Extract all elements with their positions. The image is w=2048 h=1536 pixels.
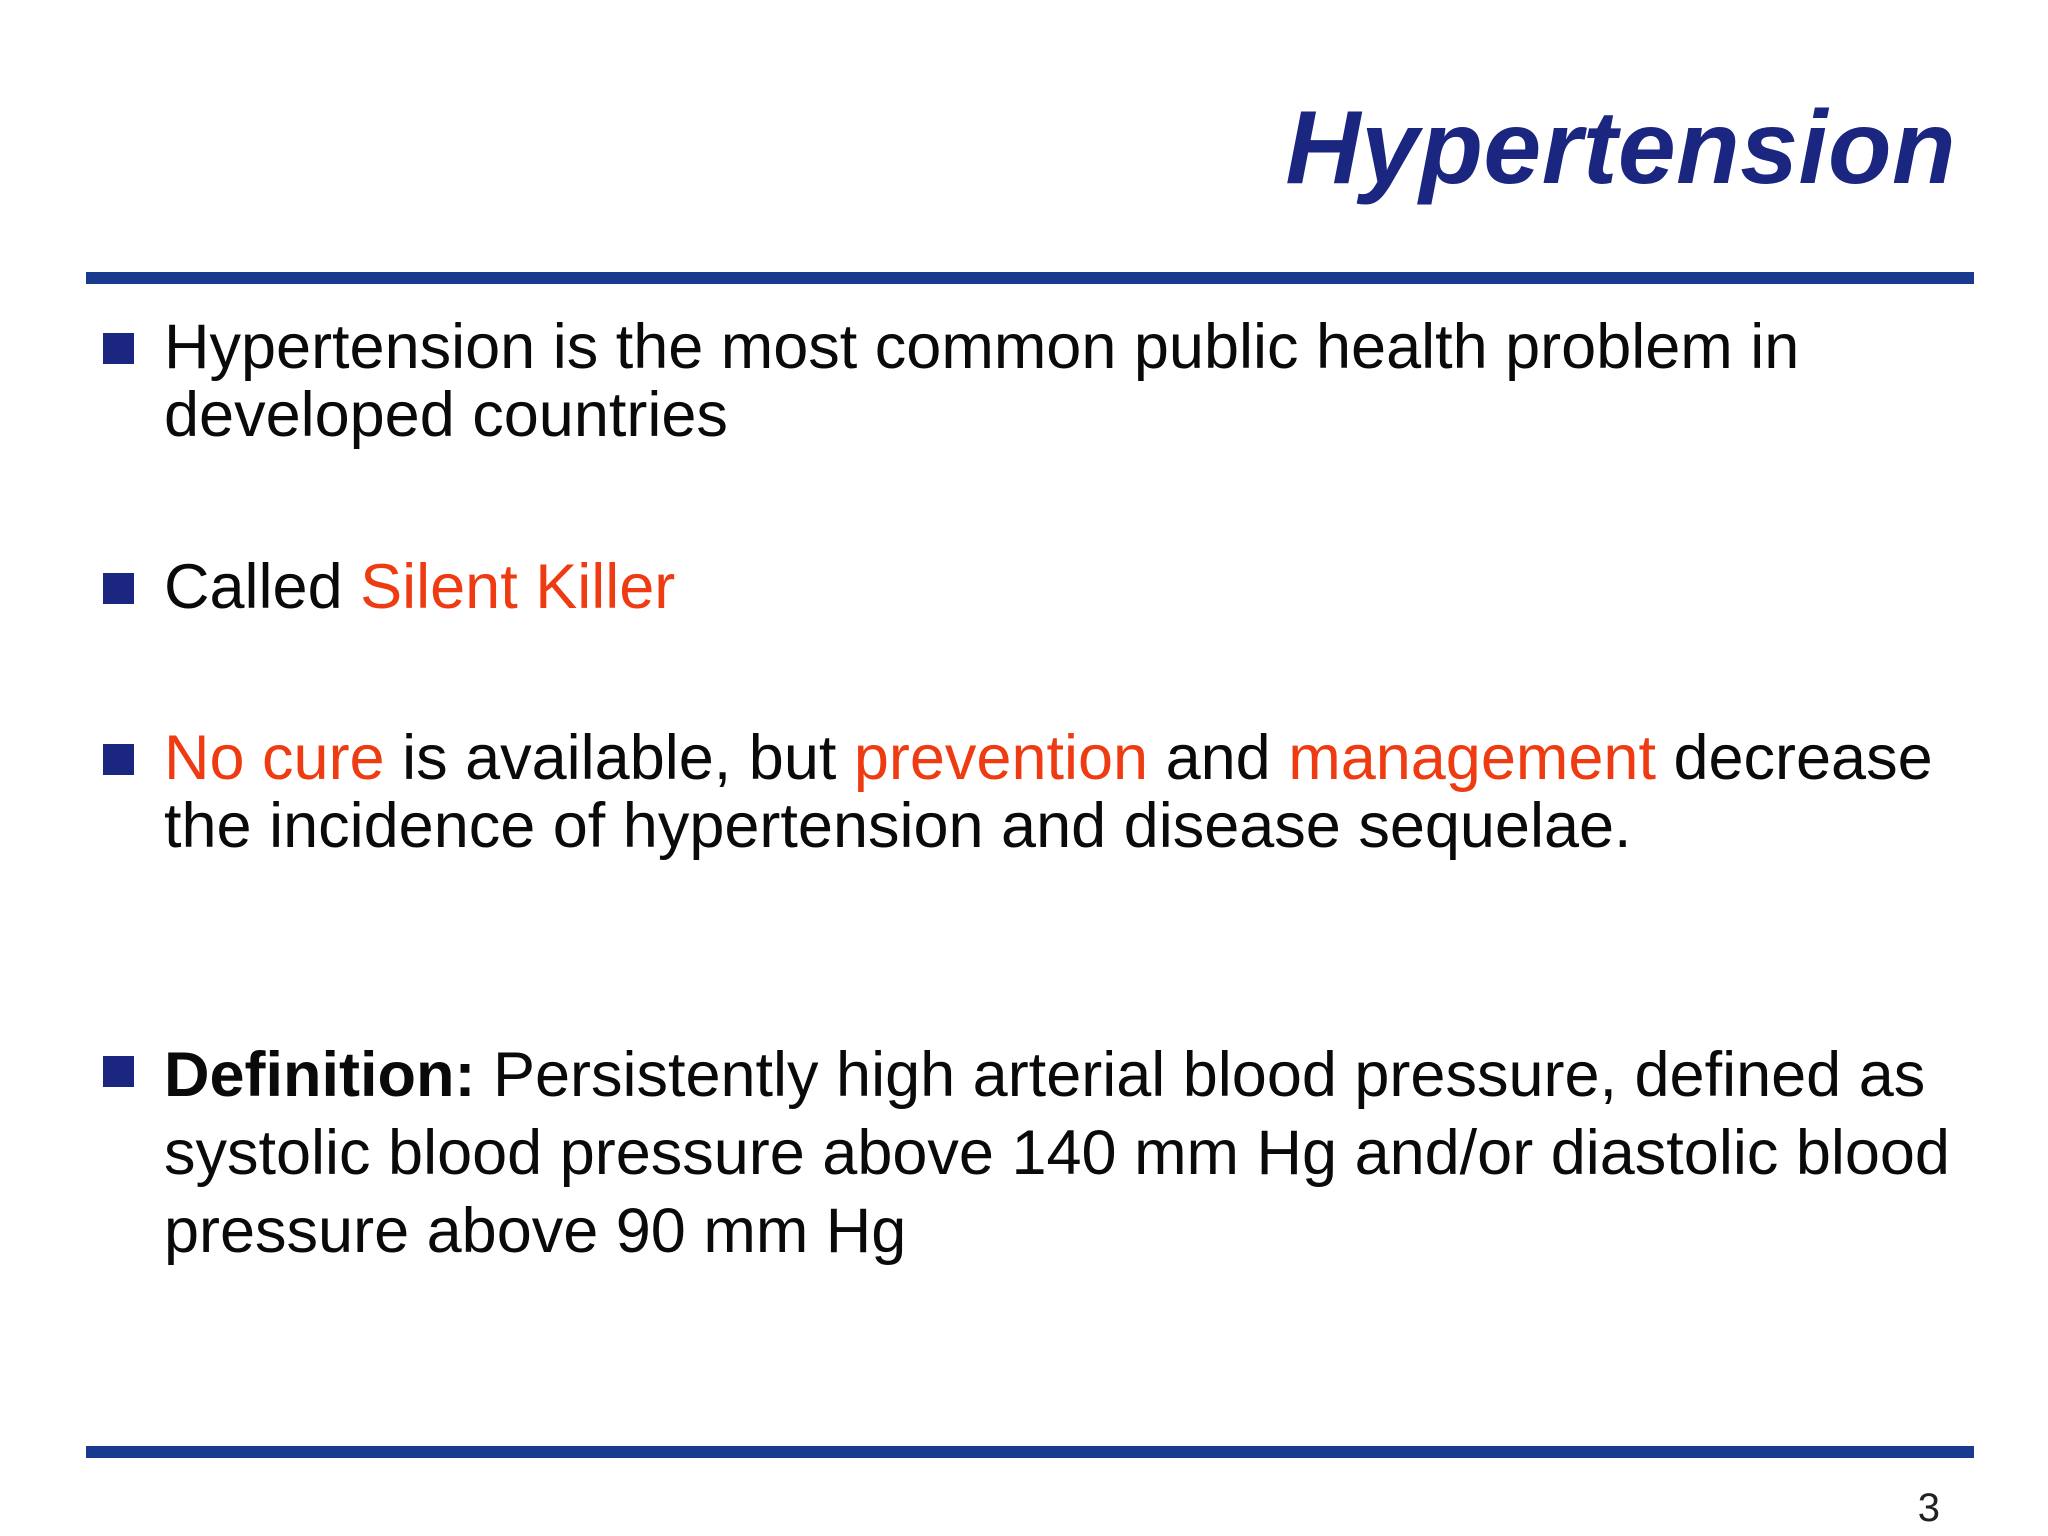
highlight-text: No cure [164, 723, 385, 793]
square-bullet-icon [103, 573, 134, 604]
highlight-text: Silent Killer [360, 552, 676, 622]
bullet-text: Persistently high arterial blood pressure, defined as systolic blood pressure above 140 mm Hg and/or diastolic blood pressure above 90 mm Hg [164, 1040, 1950, 1266]
bullet-text: decrease the incidence of hypertension and disease sequelae. [164, 723, 1933, 861]
square-bullet-icon [103, 744, 134, 775]
square-bullet-icon [103, 333, 134, 364]
definition-label: Definition: [164, 1040, 476, 1110]
bullet-text: is available, but [384, 723, 854, 793]
highlight-text: management [1288, 723, 1656, 793]
bottom-divider [86, 1446, 1974, 1458]
slide-title: Hypertension [1285, 90, 1956, 206]
bullet-text: Hypertension is the most common public health problem in developed countries [164, 312, 1800, 450]
page-number: 3 [1917, 1486, 1940, 1530]
bullet-item-silent-killer [164, 553, 2004, 621]
bullet-item-no-cure [164, 724, 2004, 860]
bullet-item-definition [164, 1036, 2004, 1270]
bullet-item-prevalence [164, 313, 2004, 449]
bullet-text: Called [164, 552, 361, 622]
highlight-text: prevention [853, 723, 1149, 793]
square-bullet-icon [103, 1056, 134, 1087]
bullet-text: and [1148, 723, 1289, 793]
